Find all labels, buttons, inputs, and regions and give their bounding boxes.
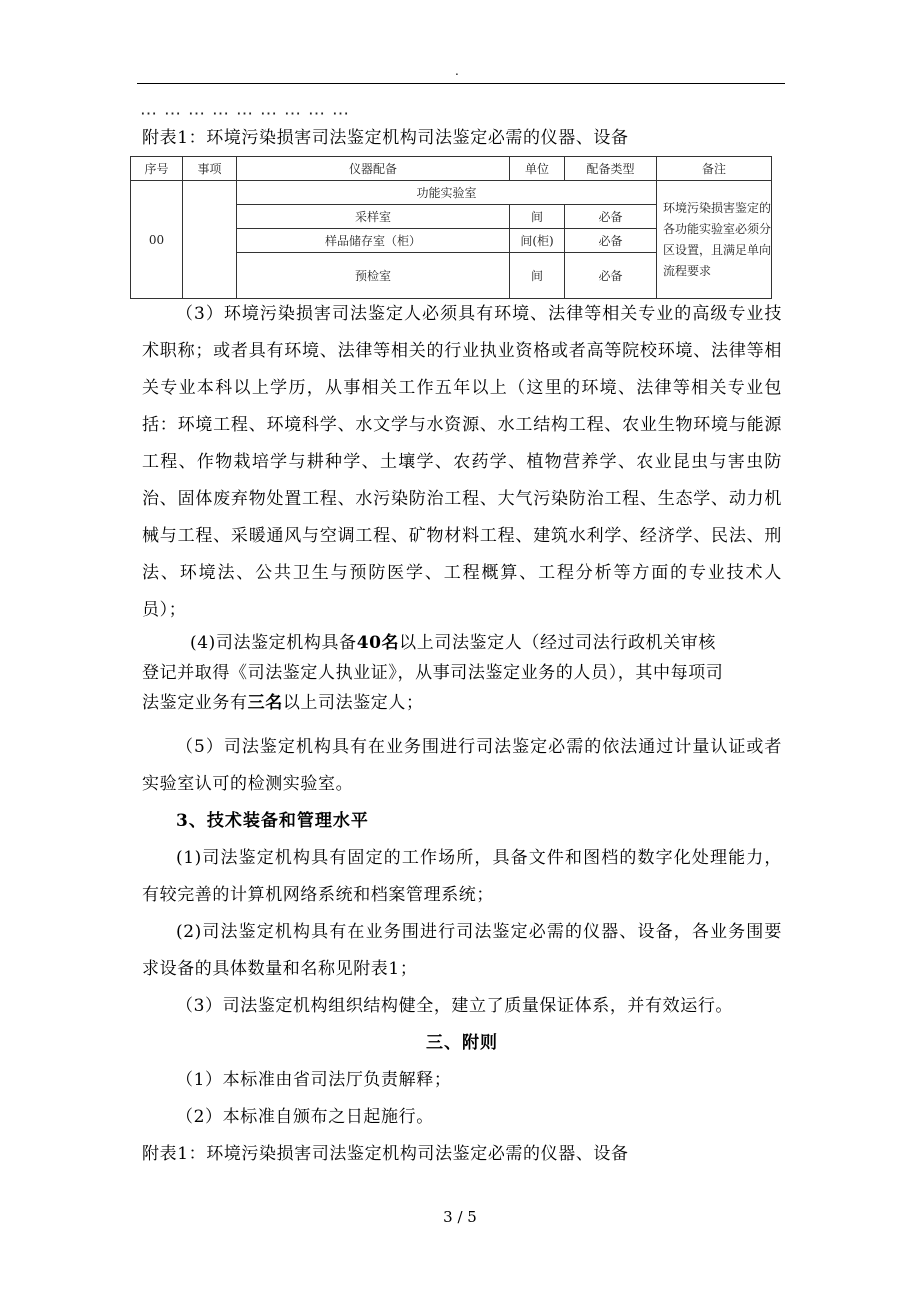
header-mark: .: [455, 64, 459, 78]
equipment-type: 必备: [565, 253, 657, 299]
table-header-row: [131, 157, 772, 181]
paragraph-4: [142, 628, 782, 718]
equipment-table: [130, 156, 772, 299]
header-cell-index: 序号: [131, 157, 183, 181]
equipment-type: 必备: [565, 205, 657, 229]
header-cell-type: 配备类型: [565, 157, 657, 181]
rule-2: （2）本标准自颁布之日起施行。: [176, 1107, 434, 1127]
index-cell: 00: [131, 181, 183, 299]
equipment-name: 采样室: [237, 205, 510, 229]
header-cell-equipment: 仪器配备: [237, 157, 510, 181]
header-cell-item: 事项: [183, 157, 237, 181]
lower-body: [142, 729, 782, 1173]
section-3-paragraph-2: (2)司法鉴定机构具有在业务围进行司法鉴定必需的仪器、设备，各业务围要求设备的具体数量和名称见附表1；: [142, 922, 782, 979]
table-caption: 附表1：环境污染损害司法鉴定机构司法鉴定必需的仪器、设备: [142, 128, 629, 148]
text-span: (4)司法鉴定机构具备: [190, 633, 357, 653]
paragraph-4-line-3: [142, 688, 782, 718]
text-span: 以上司法鉴定人；: [282, 693, 424, 713]
header-cell-unit: 单位: [510, 157, 565, 181]
note-cell: 环境污染损害鉴定的各功能实验室必须分区设置，且满足单向流程要求: [657, 181, 772, 299]
equipment-unit: 间(柜): [510, 229, 565, 253]
equipment-name: 预检室: [237, 253, 510, 299]
cut-off-text-line: ⋯⋯⋯⋯⋯⋯⋯⋯⋯: [140, 104, 356, 124]
group-cell: 功能实验室: [237, 181, 657, 205]
count-40: 40名: [356, 633, 400, 653]
part-3-title: 三、附则: [426, 1033, 498, 1053]
bottom-caption: 附表1：环境污染损害司法鉴定机构司法鉴定必需的仪器、设备: [142, 1144, 629, 1164]
section-3-paragraph-3: （3）司法鉴定机构组织结构健全，建立了质量保证体系，并有效运行。: [176, 996, 734, 1016]
header-rule: [137, 83, 785, 84]
header-cell-note: 备注: [657, 157, 772, 181]
equipment-unit: 间: [510, 253, 565, 299]
main-body: [142, 296, 782, 629]
item-cell: [183, 181, 237, 299]
section-3-paragraph-1: (1)司法鉴定机构具有固定的工作场所，具备文件和图档的数字化处理能力，有较完善的计算机网络系统和档案管理系统；: [142, 848, 782, 905]
equipment-name: 样品储存室（柜）: [237, 229, 510, 253]
page-number: 3 / 5: [443, 1208, 477, 1226]
count-3: 三名: [247, 693, 283, 713]
text-span: 法鉴定业务有: [142, 693, 248, 713]
paragraph-5: （5）司法鉴定机构具有在业务围进行司法鉴定必需的依法通过计量认证或者实验室认可的检测实验室。: [142, 737, 782, 794]
equipment-unit: 间: [510, 205, 565, 229]
equipment-type: 必备: [565, 229, 657, 253]
section-3-title: 3、技术装备和管理水平: [176, 811, 369, 831]
text-span: 以上司法鉴定人（经过司法行政机关审核: [399, 633, 716, 653]
paragraph-4-line-2: 登记并取得《司法鉴定人执业证》，从事司法鉴定业务的人员），其中每项司: [142, 663, 724, 683]
table-row: [131, 181, 772, 205]
paragraph-3: （3）环境污染损害司法鉴定人必须具有环境、法律等相关专业的高级专业技术职称；或者具有环境、法律等相关的行业执业资格或者高等院校环境、法律等相关专业本科以上学历，从事相关工作五年以上（这里的环境、法律等相关专业包括：环境工程、环境科学、水文学与水资源、水工结构工程、农业生物环境与能源工程、作物栽培学与耕种学、土壤学、农药学、植物营养学、农业昆虫与害虫防治、固体废弃物处置工程、水污染防治工程、大气污染防治工程、生态学、动力机械与工程、采暖通风与空调工程、矿物材料工程、建筑水利学、经济学、民法、刑法、环境法、公共卫生与预防医学、工程概算、工程分析等方面的专业技术人员）；: [142, 304, 782, 620]
paragraph-4-line-1: [142, 628, 782, 658]
rule-1: （1）本标准由省司法厅负责解释；: [176, 1070, 452, 1090]
